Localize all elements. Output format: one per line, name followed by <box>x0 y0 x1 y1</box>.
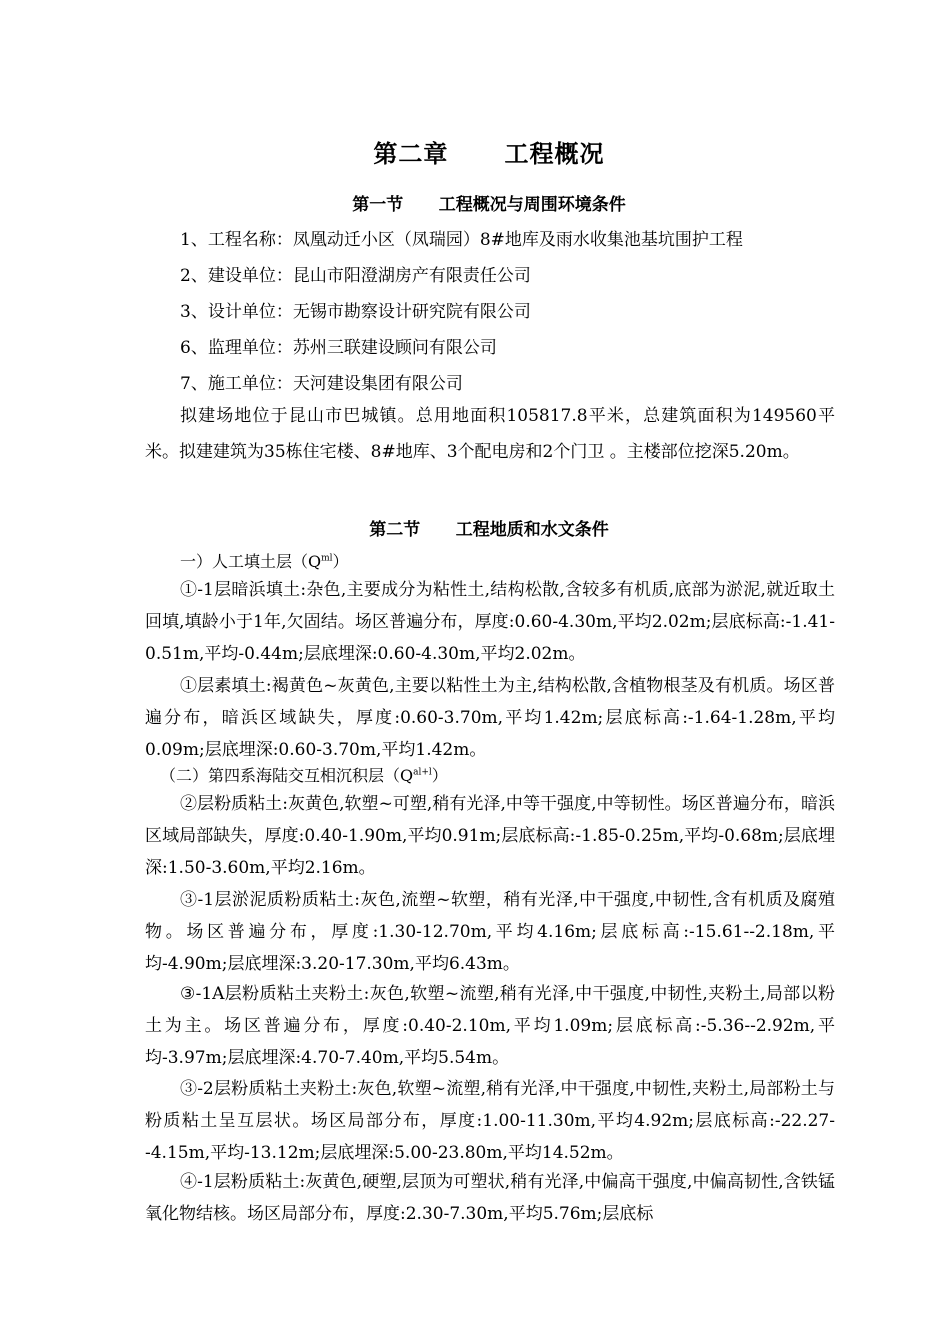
section-1-title: 第一节 工程概况与周围环境条件 <box>352 195 626 215</box>
project-name-line: 1、工程名称：凤凰动迁小区（凤瑞园）8#地库及雨水收集池基坑围护工程 <box>180 230 743 250</box>
layer-1-paragraph: ①层素填土:褐黄色~灰黄色,主要以粘性土为主,结构松散,含植物根茎及有机质。场区普遍分布，暗浜区域缺失，厚度:0.60-3.70m,平均1.42m;层底标高:-1.64-1.28m,平均0.09m;层底埋深:0.60-3.70m,平均1.42m。 <box>145 676 835 760</box>
contractor-line: 7、施工单位：天河建设集团有限公司 <box>180 374 463 394</box>
layer-3-1a-paragraph: ③-1A层粉质粘土夹粉土:灰色,软塑~流塑,稍有光泽,中干强度,中韧性,夹粉土,局部以粉土为主。场区普遍分布，厚度:0.40-2.10m,平均1.09m;层底标高:-5.36--2.92m,平均-3.97m;层底埋深:4.70-7.40m,平均5.54m。 <box>145 984 835 1068</box>
fill-layer-heading <box>180 550 349 574</box>
fill-layer-heading-close: ） <box>332 552 349 571</box>
marine-layer-heading-text: （二）第四系海陆交互相沉积层（Q <box>160 766 414 785</box>
layer-3-2-paragraph: ③-2层粉质粘土夹粉土:灰色,软塑~流塑,稍有光泽,中干强度,中韧性,夹粉土,局部粉土与粉质粘土呈互层状。场区局部分布，厚度:1.00-11.30m,平均4.92m;层底标高:-22.27--4.15m,平均-13.12m;层底埋深:5.00-23.80m,平均14.52m。 <box>145 1079 835 1163</box>
supervisor-line: 6、监理单位：苏州三联建设顾问有限公司 <box>180 338 497 358</box>
fill-layer-heading-text: 一）人工填土层（Q <box>180 552 322 571</box>
layer-3-1-paragraph: ③-1层淤泥质粉质粘土:灰色,流塑~软塑，稍有光泽,中干强度,中韧性,含有机质及腐殖物。场区普遍分布，厚度:1.30-12.70m,平均4.16m;层底标高:-15.61--2.18m,平均-4.90m;层底埋深:3.20-17.30m,平均6.43m。 <box>145 890 835 974</box>
marine-layer-heading <box>160 764 448 788</box>
marine-layer-heading-sup: al+l <box>413 767 432 778</box>
owner-line: 2、建设单位：昆山市阳澄湖房产有限责任公司 <box>180 266 531 286</box>
layer-4-1-paragraph: ④-1层粉质粘土:灰黄色,硬塑,层顶为可塑状,稍有光泽,中偏高干强度,中偏高韧性,含铁锰氧化物结核。场区局部分布，厚度:2.30-7.30m,平均5.76m;层底标 <box>145 1172 835 1224</box>
site-description-paragraph: 拟建场地位于昆山市巴城镇。总用地面积105817.8平米，总建筑面积为149560平米。拟建建筑为35栋住宅楼、8#地库、3个配电房和2个门卫 。主楼部位挖深5.20m。 <box>145 406 835 462</box>
fill-layer-heading-sup: ml <box>321 553 333 564</box>
section-2-title: 第二节 工程地质和水文条件 <box>369 520 609 540</box>
layer-2-paragraph: ②层粉质粘土:灰黄色,软塑~可塑,稍有光泽,中等干强度,中等韧性。场区普遍分布，暗浜区域局部缺失，厚度:0.40-1.90m,平均0.91m;层底标高:-1.85-0.25m,平均-0.68m;层底埋深:1.50-3.60m,平均2.16m。 <box>145 794 835 878</box>
layer-1-1-paragraph: ①-1层暗浜填土:杂色,主要成分为粘性土,结构松散,含较多有机质,底部为淤泥,就近取土回填,填龄小于1年,欠固结。场区普遍分布，厚度:0.60-4.30m,平均2.02m;层底标高:-1.41-0.51m,平均-0.44m;层底埋深:0.60-4.30m,平均2.02m。 <box>145 580 835 664</box>
designer-line: 3、设计单位：无锡市勘察设计研究院有限公司 <box>180 302 531 322</box>
chapter-title: 第二章 工程概况 <box>373 139 605 168</box>
marine-layer-heading-close: ） <box>431 766 448 785</box>
